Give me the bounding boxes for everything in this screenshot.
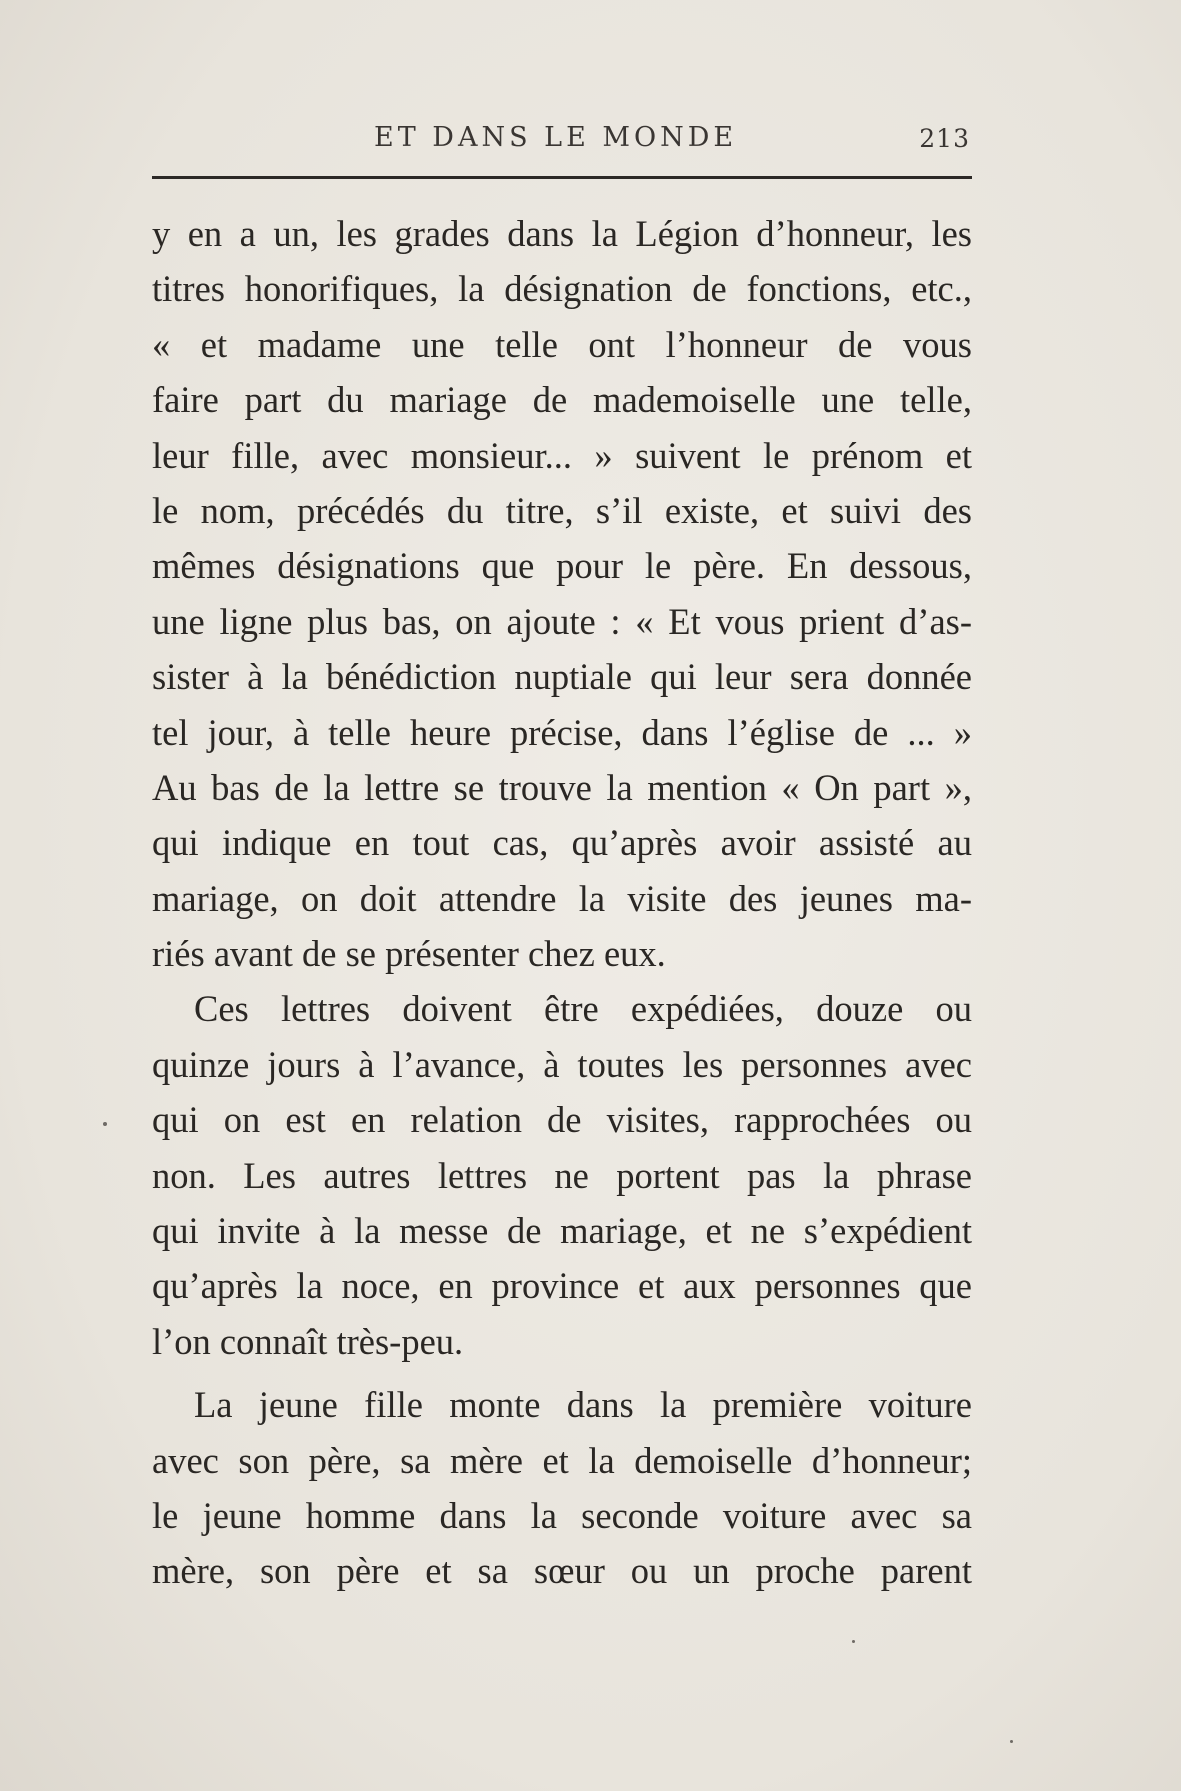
- text-line: faire part du mariage de mademoiselle une telle,: [152, 379, 972, 421]
- header-rule: [152, 176, 972, 179]
- text-line: l’on connaît très-peu.: [152, 1320, 464, 1362]
- text-line: mère, son père et sa sœur ou un proche parent: [152, 1550, 972, 1592]
- text-line: riés avant de se présenter chez eux.: [152, 933, 666, 975]
- text-line: non. Les autres lettres ne portent pas la phrase: [152, 1154, 972, 1196]
- text-line: tel jour, à telle heure précise, dans l’église de ... »: [152, 711, 972, 753]
- text-line: qu’après la noce, en province et aux personnes que: [152, 1265, 972, 1307]
- text-line: qui indique en tout cas, qu’après avoir assisté au: [152, 822, 972, 864]
- running-title: ET DANS LE MONDE: [374, 122, 738, 153]
- text-line: titres honorifiques, la désignation de fonctions, etc.,: [152, 268, 972, 310]
- text-line: y en a un, les grades dans la Légion d’honneur, les: [152, 213, 972, 254]
- body-text: [152, 206, 972, 1599]
- text-line: qui on est en relation de visites, rapprochées ou: [152, 1099, 972, 1141]
- paragraph-2: [152, 981, 972, 1369]
- paragraph-gap: [152, 1369, 972, 1377]
- text-line: « et madame une telle ont l’honneur de vous: [152, 323, 972, 365]
- paper-speck: [103, 1122, 107, 1126]
- paragraph-3: [152, 1377, 972, 1599]
- text-line: une ligne plus bas, on ajoute : « Et vous prient d’as-: [152, 600, 972, 642]
- text-line: La jeune fille monte dans la première voiture: [194, 1384, 972, 1426]
- text-line: Ces lettres doivent être expédiées, douze ou: [194, 988, 972, 1030]
- text-line: sister à la bénédiction nuptiale qui leur sera donnée: [152, 656, 972, 698]
- paragraph-1: [152, 206, 972, 981]
- page-number: 213: [919, 124, 970, 153]
- text-line: avec son père, sa mère et la demoiselle d’honneur;: [152, 1439, 972, 1481]
- page-header: [152, 118, 972, 158]
- text-line: qui invite à la messe de mariage, et ne s’expédient: [152, 1210, 972, 1252]
- text-line: le nom, précédés du titre, s’il existe, et suivi des: [152, 489, 972, 531]
- text-line: mêmes désignations que pour le père. En dessous,: [152, 545, 972, 587]
- paper-speck: [852, 1640, 855, 1643]
- text-line: mariage, on doit attendre la visite des jeunes ma-: [152, 877, 972, 919]
- paper-speck: [1010, 1740, 1013, 1743]
- text-line: le jeune homme dans la seconde voiture avec sa: [152, 1494, 972, 1536]
- text-line: quinze jours à l’avance, à toutes les personnes avec: [152, 1043, 972, 1085]
- text-line: Au bas de la lettre se trouve la mention « On part »,: [152, 766, 972, 808]
- text-line: leur fille, avec monsieur... » suivent le prénom et: [152, 434, 972, 476]
